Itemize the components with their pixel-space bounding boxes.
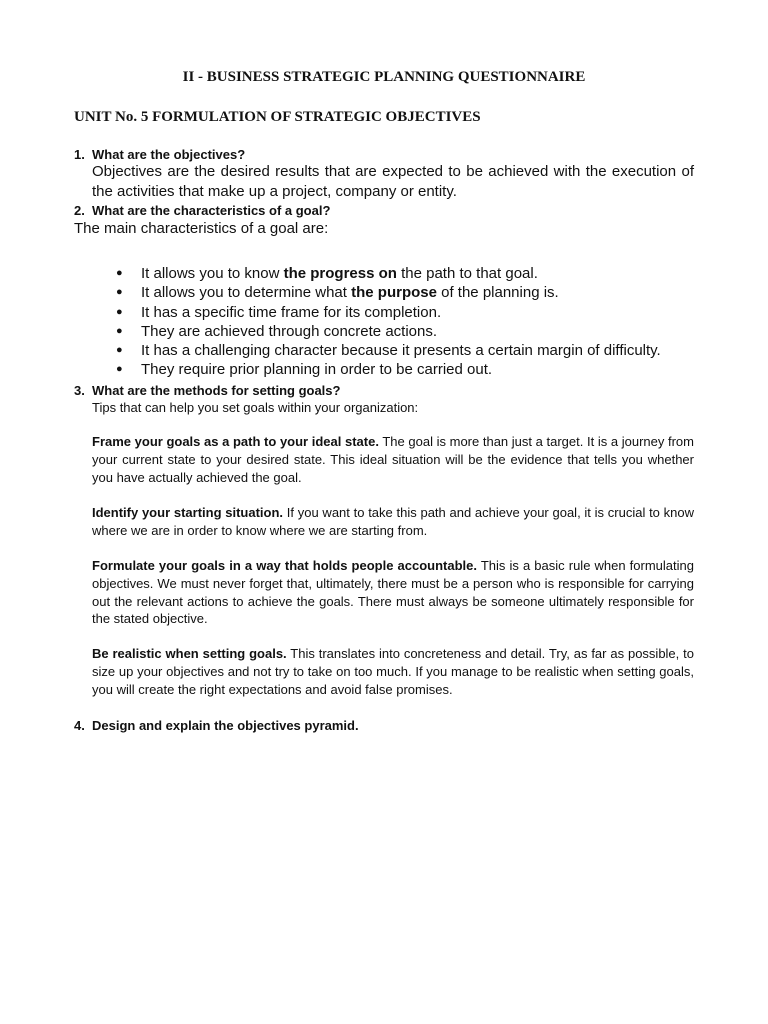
method-paragraph <box>92 504 694 540</box>
question-1-text: What are the objectives? <box>92 147 246 162</box>
list-item <box>0 341 768 360</box>
question-4-number: 4. <box>74 718 85 733</box>
bullet-text-before: It allows you to determine what <box>141 284 352 302</box>
bullet-text-bold: the purpose <box>351 284 437 302</box>
bullet-text-after: of the planning is. <box>436 284 559 302</box>
method-paragraph <box>92 645 694 698</box>
method-body: This translates into concreteness and detail. Try, as far as possible, to size up your objectives and not try to take on too much. If you manage to be realistic when setting goals, you will create the right expectations and avoid false promises. <box>92 646 694 697</box>
list-item <box>0 264 768 283</box>
list-item <box>0 360 768 379</box>
bullet-text-before: It has a specific time frame for its completion. <box>141 303 442 321</box>
method-heading: Be realistic when setting goals. <box>92 646 287 661</box>
question-4-text: Design and explain the objectives pyramid. <box>92 718 359 733</box>
list-item <box>0 283 768 302</box>
question-2-text: What are the characteristics of a goal? <box>92 203 331 218</box>
question-1-answer: Objectives are the desired results that are expected to be achieved with the execution of the activities that make up a project, company or entity. <box>92 163 694 200</box>
question-2-number: 2. <box>74 203 85 218</box>
question-3-text: What are the methods for setting goals? <box>92 383 341 398</box>
list-item <box>0 303 768 322</box>
method-heading: Frame your goals as a path to your ideal state. <box>92 434 379 449</box>
bullet-icon: ● <box>116 267 123 279</box>
bullet-icon: ● <box>116 305 123 318</box>
bullet-icon: ● <box>116 286 123 299</box>
bullet-icon: ● <box>116 344 123 357</box>
bullet-text-before: They require prior planning in order to be carried out. <box>141 361 493 379</box>
method-paragraph <box>92 557 694 628</box>
question-3-intro: Tips that can help you set goals within your organization: <box>92 400 419 415</box>
method-body: If you want to take this path and achieve your goal, it is crucial to know where we are in order to know where we are starting from. <box>92 505 694 538</box>
bullet-icon: ● <box>116 324 123 337</box>
bullet-text-after: the path to that goal. <box>396 265 538 282</box>
method-body: This is a basic rule when formulating objectives. We must never forget that, ultimately, there must be a person who is responsible for carrying out the relevant actions to achieve the goals. There must always be someone ultimately responsible for the stated objective. <box>92 558 694 627</box>
document-title: II - BUSINESS STRATEGIC PLANNING QUESTIONNAIRE <box>182 69 586 85</box>
goal-characteristics-list <box>0 264 768 380</box>
bullet-text-bold: the progress on <box>283 265 397 282</box>
question-1-number: 1. <box>74 147 85 162</box>
method-body: The goal is more than just a target. It is a journey from your current state to your desired state. This ideal situation will be the evidence that tells you whether you have actually achieved the goal. <box>92 434 694 485</box>
list-item <box>0 322 768 341</box>
unit-heading: UNIT No. 5 FORMULATION OF STRATEGIC OBJECTIVES <box>74 109 481 125</box>
bullet-icon: ● <box>116 363 123 376</box>
question-2-answer: The main characteristics of a goal are: <box>74 220 329 237</box>
bullet-text-before: It has a challenging character because it presents a certain margin of difficulty. <box>141 342 661 360</box>
bullet-text-before: They are achieved through concrete actions. <box>141 322 438 340</box>
question-3-number: 3. <box>74 383 85 398</box>
method-heading: Identify your starting situation. <box>92 505 284 520</box>
bullet-text-before: It allows you to know <box>141 265 284 282</box>
method-heading: Formulate your goals in a way that holds people accountable. <box>92 558 477 573</box>
method-paragraph <box>92 433 694 486</box>
